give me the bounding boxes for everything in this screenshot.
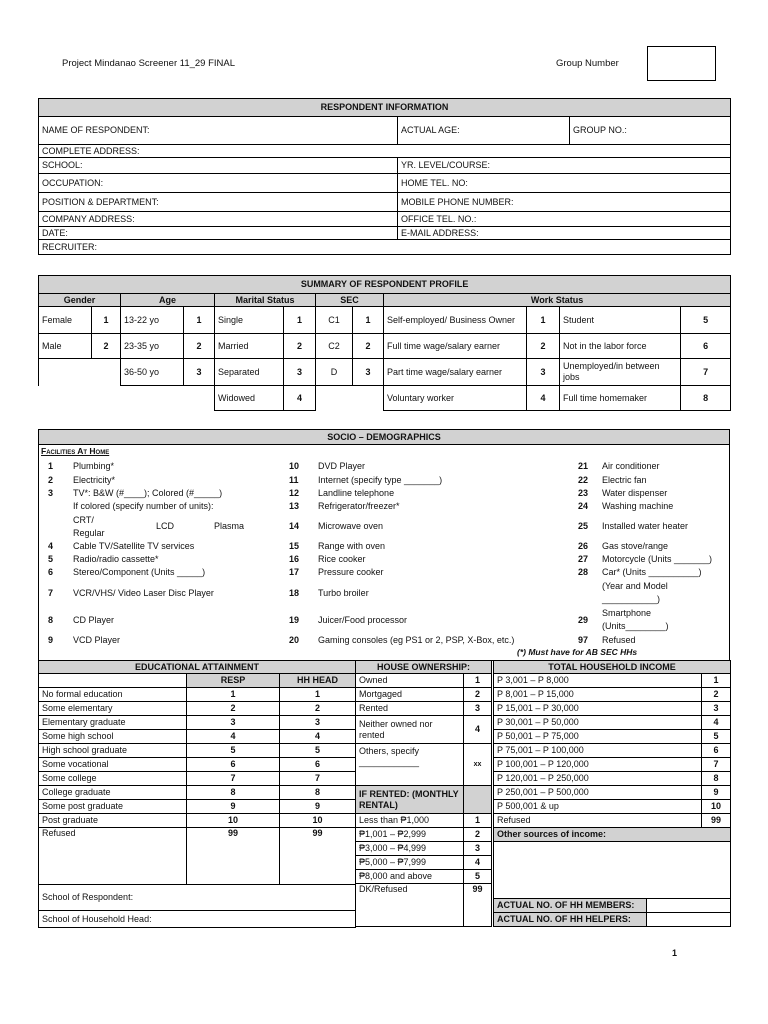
profile-cell[interactable]: Female (39, 307, 92, 334)
item-number: 7 (48, 588, 54, 598)
facility-item[interactable]: Juicer/Food processor (318, 615, 408, 625)
profile-code: 6 (681, 334, 731, 359)
house-option: Others, specify ____________ (356, 744, 464, 786)
profile-code: 3 (284, 359, 316, 386)
profile-code: 3 (353, 359, 384, 386)
rent-code[interactable]: 3 (464, 842, 492, 856)
group-no-field[interactable]: GROUP NO.: (570, 117, 731, 145)
profile-code: 2 (284, 334, 316, 359)
tv-plasma[interactable]: Plasma (214, 521, 245, 531)
facility-item[interactable]: Air conditioner (602, 461, 660, 471)
other-sources-heading: Other sources of income: (494, 828, 731, 842)
facility-item[interactable]: Range with oven (318, 541, 386, 551)
school-field[interactable]: SCHOOL: (39, 158, 398, 174)
profile-cell[interactable]: 23-35 yo (121, 334, 184, 359)
item-number: 28 (578, 567, 589, 577)
profile-code: 1 (353, 307, 384, 334)
education-option: Elementary graduate (39, 716, 187, 730)
email-field[interactable]: E-MAIL ADDRESS: (398, 227, 731, 240)
education-option: Some vocational (39, 758, 187, 772)
income-option: P 8,001 – P 15,000 (494, 688, 702, 702)
income-table (493, 660, 731, 927)
item-number: 5 (48, 554, 54, 564)
facility-item: If colored (specify number of units): (73, 501, 214, 511)
profile-code: 5 (681, 307, 731, 334)
school-of-hh-head[interactable]: School of Household Head: (39, 911, 356, 928)
profile-code: 2 (92, 334, 121, 359)
hh-helpers-label: ACTUAL NO. OF HH HELPERS: (494, 913, 647, 927)
income-code[interactable]: 5 (702, 730, 731, 744)
item-number: 2 (48, 475, 54, 485)
item-number: 15 (289, 541, 300, 551)
respondent-info-heading: RESPONDENT INFORMATION (39, 99, 731, 117)
facility-item[interactable]: Electric fan (602, 475, 647, 485)
item-number: 17 (289, 567, 300, 577)
hh-code[interactable]: 10 (280, 814, 356, 828)
sec-header: SEC (316, 294, 384, 307)
age-header: Age (121, 294, 215, 307)
profile-cell[interactable]: 13-22 yo (121, 307, 184, 334)
profile-row (39, 386, 731, 411)
resp-code[interactable]: 99 (187, 828, 280, 885)
profile-code: 1 (527, 307, 560, 334)
item-number: 16 (289, 554, 300, 564)
profile-cell[interactable]: Not in the labor force (560, 334, 681, 359)
profile-cell[interactable]: Full time homemaker (560, 386, 681, 411)
income-option: P 30,001 – P 50,000 (494, 716, 702, 730)
yr-level-field[interactable]: YR. LEVEL/COURSE: (398, 158, 731, 174)
item-number: 13 (289, 501, 300, 511)
income-option: P 250,001 – P 500,000 (494, 786, 702, 800)
income-code[interactable]: 4 (702, 716, 731, 730)
item-number: 21 (578, 461, 589, 471)
education-option: Some elementary (39, 702, 187, 716)
profile-code: 8 (681, 386, 731, 411)
house-option: Rented (356, 702, 464, 716)
marital-header: Marital Status (215, 294, 316, 307)
document-title: Project Mindanao Screener 11_29 FINAL (62, 58, 236, 69)
profile-cell[interactable]: Single (215, 307, 284, 334)
education-table (38, 660, 356, 928)
profile-cell[interactable]: Widowed (215, 386, 284, 411)
facility-item[interactable]: Smartphone (602, 608, 652, 618)
hh-head-header: HH HEAD (280, 674, 356, 688)
profile-row (39, 334, 731, 359)
income-code[interactable]: 8 (702, 772, 731, 786)
house-option: Neither owned nor rented (356, 716, 464, 744)
hh-code[interactable]: 9 (280, 800, 356, 814)
item-number: 3 (48, 488, 54, 498)
profile-heading: SUMMARY OF RESPONDENT PROFILE (39, 276, 731, 294)
page-number: 1 (672, 948, 678, 958)
profile-code: 3 (527, 359, 560, 386)
facility-item[interactable]: Pressure cooker (318, 567, 384, 577)
income-option: P 75,001 – P 100,000 (494, 744, 702, 758)
profile-row (39, 307, 731, 334)
rent-option: DK/Refused (356, 884, 464, 927)
house-option: Owned (356, 674, 464, 688)
facility-item[interactable]: CD Player (73, 615, 115, 625)
profile-row (39, 359, 731, 386)
rent-option: ₱3,000 – ₱4,999 (356, 842, 464, 856)
item-number: 27 (578, 554, 589, 564)
facility-item[interactable]: Radio/radio cassette* (73, 554, 159, 564)
home-tel-field[interactable]: HOME TEL. NO: (398, 174, 731, 193)
income-option: P 100,001 – P 120,000 (494, 758, 702, 772)
facility-item[interactable]: Rice cooker (318, 554, 366, 564)
hh-code[interactable]: 99 (280, 828, 356, 885)
facility-item[interactable]: Internet (specify type _______) (318, 475, 443, 485)
profile-code: 2 (353, 334, 384, 359)
item-number: 29 (578, 615, 589, 625)
rent-option: ₱8,000 and above (356, 870, 464, 884)
education-option: No formal education (39, 688, 187, 702)
education-option: College graduate (39, 786, 187, 800)
facility-item[interactable]: Washing machine (602, 501, 674, 511)
resp-code[interactable]: 3 (187, 716, 280, 730)
item-number: 12 (289, 488, 300, 498)
resp-code[interactable]: 2 (187, 702, 280, 716)
item-number: 19 (289, 615, 300, 625)
item-number: 25 (578, 521, 589, 531)
house-code[interactable]: xx (464, 744, 492, 786)
gender-header: Gender (39, 294, 121, 307)
house-code[interactable]: 3 (464, 702, 492, 716)
income-code[interactable]: 2 (702, 688, 731, 702)
rent-option: ₱1,001 – ₱2,999 (356, 828, 464, 842)
hh-helpers-field[interactable] (647, 913, 731, 927)
tv-lcd[interactable]: LCD (156, 521, 175, 531)
profile-cell[interactable]: Unemployed/in between jobs (560, 359, 681, 386)
profile-cell[interactable]: Male (39, 334, 92, 359)
hh-code[interactable]: 4 (280, 730, 356, 744)
income-option: Refused (494, 814, 702, 828)
group-number-label: Group Number (556, 58, 619, 69)
profile-code: 4 (284, 386, 316, 411)
tv-crt[interactable]: CRT/ (73, 515, 94, 525)
tv-regular[interactable]: Regular (73, 528, 105, 538)
rent-option: Less than ₱1,000 (356, 814, 464, 828)
facility-item[interactable]: VCR/VHS/ Video Laser Disc Player (73, 588, 214, 598)
education-option: Post graduate (39, 814, 187, 828)
facility-item[interactable]: Motorcycle (Units _______) (602, 554, 713, 564)
facility-item[interactable]: Refrigerator/freezer* (318, 501, 400, 511)
profile-code: 4 (527, 386, 560, 411)
resp-code[interactable]: 10 (187, 814, 280, 828)
facility-item[interactable]: Refused (602, 635, 636, 645)
house-ownership-table (355, 660, 492, 927)
resp-code[interactable]: 7 (187, 772, 280, 786)
profile-cell[interactable]: Married (215, 334, 284, 359)
rent-code[interactable]: 4 (464, 856, 492, 870)
income-code[interactable]: 6 (702, 744, 731, 758)
ab-sec-note: (*) Must have for AB SEC HHs (517, 647, 638, 657)
facility-item[interactable]: Cable TV/Satellite TV services (73, 541, 195, 551)
item-number: 11 (289, 475, 299, 485)
facility-item[interactable]: Installed water heater (602, 521, 689, 531)
facility-item[interactable]: DVD Player (318, 461, 366, 471)
item-number: 22 (578, 475, 589, 485)
income-option: P 15,001 – P 30,000 (494, 702, 702, 716)
profile-summary-table (38, 275, 731, 411)
group-number-box[interactable] (647, 46, 716, 81)
income-heading: TOTAL HOUSEHOLD INCOME (494, 661, 731, 674)
company-address-field[interactable]: COMPANY ADDRESS: (39, 212, 398, 227)
profile-code: 1 (184, 307, 215, 334)
item-number: 20 (289, 635, 300, 645)
office-tel-field[interactable]: OFFICE TEL. NO.: (398, 212, 731, 227)
income-option: P 50,001 – P 75,000 (494, 730, 702, 744)
facility-item[interactable]: Gas stove/range (602, 541, 669, 551)
house-code[interactable]: 2 (464, 688, 492, 702)
hh-code[interactable]: 7 (280, 772, 356, 786)
education-option: High school graduate (39, 744, 187, 758)
house-code[interactable]: 4 (464, 716, 492, 744)
rent-code[interactable]: 2 (464, 828, 492, 842)
facility-item[interactable]: Electricity* (73, 475, 116, 485)
address-field[interactable]: COMPLETE ADDRESS: (39, 145, 731, 158)
resp-header: RESP (187, 674, 280, 688)
profile-code: 1 (92, 307, 121, 334)
mobile-field[interactable]: MOBILE PHONE NUMBER: (398, 193, 731, 212)
income-code[interactable]: 1 (702, 674, 731, 688)
item-number: 8 (48, 615, 54, 625)
profile-cell[interactable]: Self-employed/ Business Owner (384, 307, 527, 334)
education-option: Some high school (39, 730, 187, 744)
house-option: Mortgaged (356, 688, 464, 702)
hh-code[interactable]: 3 (280, 716, 356, 730)
education-heading: EDUCATIONAL ATTAINMENT (39, 661, 356, 674)
item-number: 14 (289, 521, 300, 531)
facility-item[interactable]: Microwave oven (318, 521, 384, 531)
rent-code[interactable]: 5 (464, 870, 492, 884)
education-option: Some college (39, 772, 187, 786)
income-code[interactable]: 99 (702, 814, 731, 828)
income-code[interactable]: 7 (702, 758, 731, 772)
hh-code[interactable]: 5 (280, 744, 356, 758)
profile-cell[interactable]: 36-50 yo (121, 359, 184, 386)
profile-cell[interactable]: Part time wage/salary earner (384, 359, 527, 386)
profile-code: 7 (681, 359, 731, 386)
item-number: 6 (48, 567, 54, 577)
profile-cell[interactable]: C1 (316, 307, 353, 334)
resp-code[interactable]: 5 (187, 744, 280, 758)
facility-item[interactable]: Water dispenser (602, 488, 668, 498)
facility-item[interactable]: VCD Player (73, 635, 121, 645)
item-number: 4 (48, 541, 54, 551)
facility-item: (Year and Model (602, 581, 668, 591)
date-field[interactable]: DATE: (39, 227, 398, 240)
profile-code: 3 (184, 359, 215, 386)
profile-cell[interactable]: Full time wage/salary earner (384, 334, 527, 359)
facility-item[interactable]: Gaming consoles (eg PS1 or 2, PSP, X-Box, etc.) (318, 635, 515, 645)
resp-code[interactable]: 9 (187, 800, 280, 814)
resp-code[interactable]: 6 (187, 758, 280, 772)
occupation-field[interactable]: OCCUPATION: (39, 174, 398, 193)
facility-item: ___________) (602, 594, 661, 604)
rented-heading: IF RENTED: (MONTHLY RENTAL) (356, 786, 464, 814)
profile-code: 1 (284, 307, 316, 334)
facility-item[interactable]: TV*: B&W (#____); Colored (#_____) (73, 488, 223, 498)
work-status-header: Work Status (384, 294, 731, 307)
facility-item[interactable]: Stereo/Component (Units _____) (73, 567, 206, 577)
item-number: 97 (578, 635, 589, 645)
item-number: 23 (578, 488, 589, 498)
item-number: 26 (578, 541, 589, 551)
item-number: 10 (289, 461, 300, 471)
facility-item[interactable]: Car* (Units __________) (602, 567, 702, 577)
hh-code[interactable]: 2 (280, 702, 356, 716)
facilities-heading: Facilities At Home (41, 446, 110, 456)
income-option: P 120,001 – P 250,000 (494, 772, 702, 786)
name-field[interactable]: NAME OF RESPONDENT: (39, 117, 398, 145)
profile-cell[interactable]: C2 (316, 334, 353, 359)
profile-cell[interactable]: D (316, 359, 353, 386)
resp-code[interactable]: 8 (187, 786, 280, 800)
house-code[interactable]: 1 (464, 674, 492, 688)
hh-code[interactable]: 1 (280, 688, 356, 702)
actual-age-field[interactable]: ACTUAL AGE: (398, 117, 570, 145)
school-of-respondent[interactable]: School of Respondent: (39, 885, 356, 911)
facility-item[interactable]: Turbo broiler (318, 588, 369, 598)
facility-item: (Units________) (602, 621, 669, 631)
house-heading: HOUSE OWNERSHIP: (356, 661, 492, 674)
profile-code: 2 (527, 334, 560, 359)
rent-option: ₱5,000 – ₱7,999 (356, 856, 464, 870)
other-sources-field[interactable] (494, 842, 731, 899)
hh-code[interactable]: 8 (280, 786, 356, 800)
facility-item[interactable]: Plumbing* (73, 461, 115, 471)
profile-cell[interactable]: Voluntary worker (384, 386, 527, 411)
profile-code: 2 (184, 334, 215, 359)
profile-cell[interactable]: Separated (215, 359, 284, 386)
education-option: Refused (39, 828, 187, 885)
hh-members-field[interactable] (647, 899, 731, 913)
income-option: P 500,001 & up (494, 800, 702, 814)
facility-item[interactable]: Landline telephone (318, 488, 395, 498)
position-field[interactable]: POSITION & DEPARTMENT: (39, 193, 398, 212)
item-number: 18 (289, 588, 300, 598)
hh-code[interactable]: 6 (280, 758, 356, 772)
income-code[interactable]: 9 (702, 786, 731, 800)
item-number: 24 (578, 501, 589, 511)
resp-code[interactable]: 4 (187, 730, 280, 744)
income-option: P 3,001 – P 8,000 (494, 674, 702, 688)
hh-members-label: ACTUAL NO. OF HH MEMBERS: (494, 899, 647, 913)
income-code[interactable]: 3 (702, 702, 731, 716)
item-number: 1 (48, 461, 54, 471)
socio-heading: SOCIO – DEMOGRAPHICS (38, 429, 730, 445)
rent-code[interactable]: 99 (464, 884, 492, 927)
recruiter-field[interactable]: RECRUITER: (39, 240, 731, 255)
resp-code[interactable]: 1 (187, 688, 280, 702)
education-option: Some post graduate (39, 800, 187, 814)
rent-code[interactable]: 1 (464, 814, 492, 828)
profile-cell[interactable]: Student (560, 307, 681, 334)
item-number: 9 (48, 635, 54, 645)
income-code[interactable]: 10 (702, 800, 731, 814)
respondent-info-table (38, 98, 731, 255)
